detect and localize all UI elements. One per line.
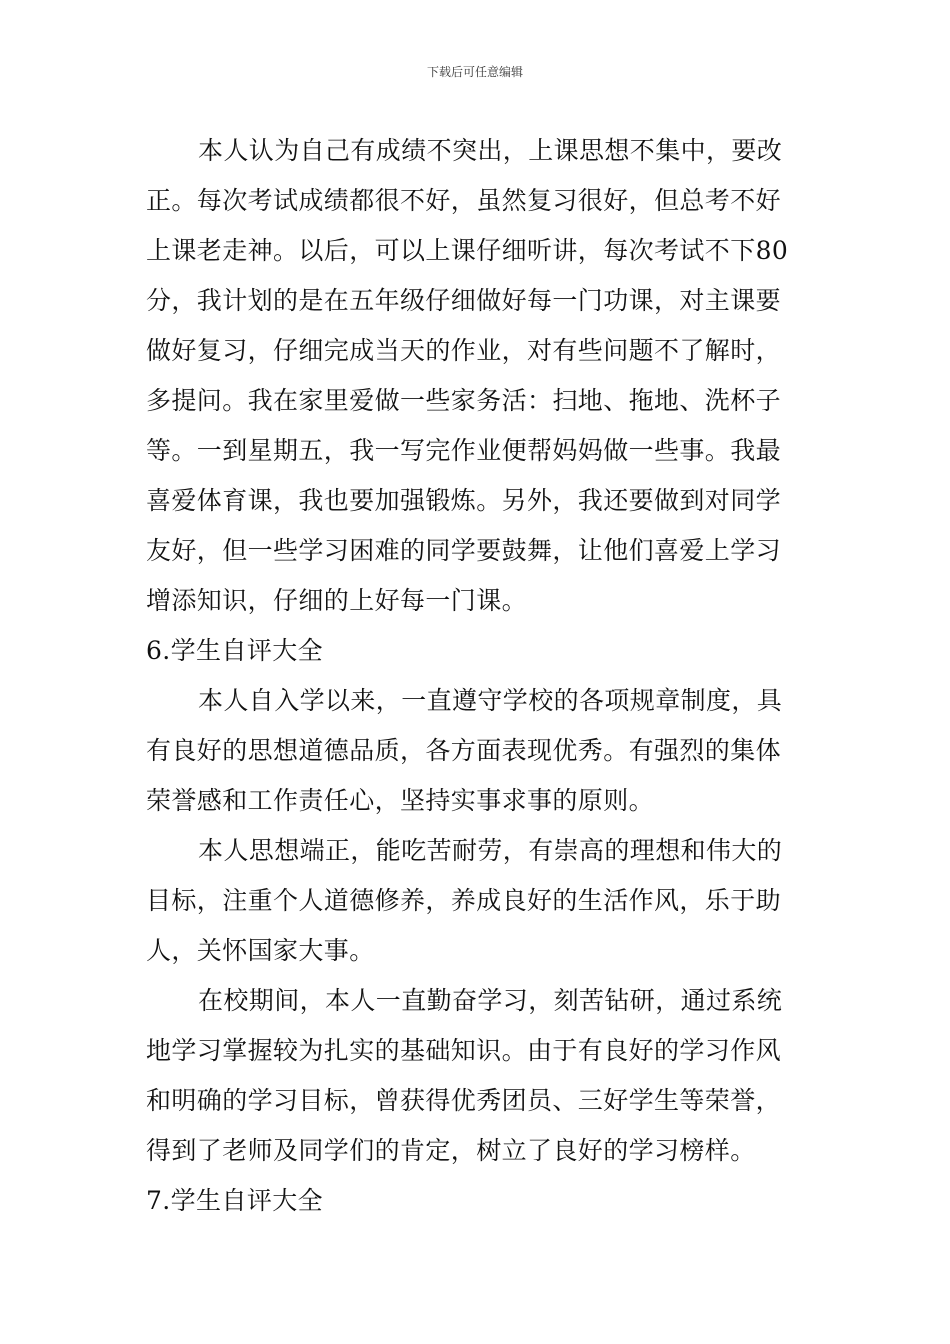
text-line: 本人自入学以来，一直遵守学校的各项规章制度，具	[198, 686, 783, 715]
text-line: 正。每次考试成绩都很不好，虽然复习很好，但总考不好	[146, 186, 782, 215]
text-line: 得到了老师及同学们的肯定，树立了良好的学习榜样。	[146, 1136, 756, 1165]
text-line: 上课老走神。以后，可以上课仔细听讲，每次考试不下80	[146, 236, 789, 265]
text-line: 友好，但一些学习困难的同学要鼓舞，让他们喜爱上学习	[146, 536, 782, 565]
text-line: 做好复习，仔细完成当天的作业，对有些问题不了解时，	[146, 336, 782, 365]
text-line: 和明确的学习目标，曾获得优秀团员、三好学生等荣誉，	[146, 1086, 782, 1115]
text-line: 喜爱体育课，我也要加强锻炼。另外，我还要做到对同学	[146, 486, 782, 515]
text-line: 本人认为自己有成绩不突出，上课思想不集中，要改	[198, 136, 783, 165]
text-line: 荣誉感和工作责任心，坚持实事求事的原则。	[146, 786, 655, 815]
text-line: 地学习掌握较为扎实的基础知识。由于有良好的学习作风	[146, 1036, 782, 1065]
text-line: 增添知识，仔细的上好每一门课。	[146, 586, 528, 615]
section-heading: 6.学生自评大全	[146, 636, 324, 665]
text-line: 人，关怀国家大事。	[146, 936, 375, 965]
text-line: 目标，注重个人道德修养，养成良好的生活作风，乐于助	[146, 886, 782, 915]
text-line: 本人思想端正，能吃苦耐劳，有崇高的理想和伟大的	[198, 836, 783, 865]
page-header: 下载后可任意编辑	[426, 65, 523, 79]
text-line: 在校期间，本人一直勤奋学习，刻苦钻研，通过系统	[198, 986, 783, 1015]
document-body	[146, 126, 806, 1226]
text-line: 多提问。我在家里爱做一些家务活：扫地、拖地、洗杯子	[146, 386, 782, 415]
section-heading: 7.学生自评大全	[146, 1186, 324, 1215]
text-line: 有良好的思想道德品质，各方面表现优秀。有强烈的集体	[146, 736, 782, 765]
text-line: 等。一到星期五，我一写完作业便帮妈妈做一些事。我最	[146, 436, 782, 465]
text-line: 分，我计划的是在五年级仔细做好每一门功课，对主课要	[146, 286, 782, 315]
